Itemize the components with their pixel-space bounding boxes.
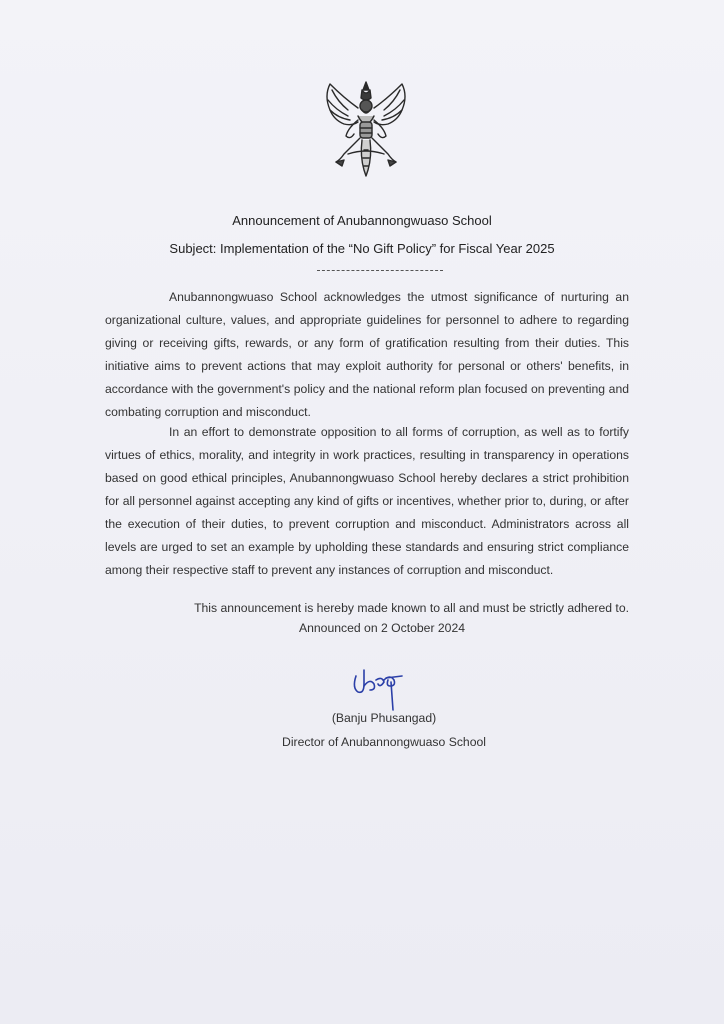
- title-divider: [317, 270, 443, 271]
- paragraph-1: Anubannongwuaso School acknowledges the utmost significance of nurturing an organizational culture, values, and appropriate guidelines for personnel to adhere to regarding giving or receiving gifts, rewards, or any form of gratification resulting from their duties. This initiative aims to prevent actions that may exploit authority for personal or others' benefits, in accordance with the government's policy and the national reform plan focused on preventing and combating corruption and misconduct.: [105, 290, 629, 419]
- document-title: Announcement of Anubannongwuaso School: [232, 213, 492, 228]
- document-subject: Subject: Implementation of the “No Gift Policy” for Fiscal Year 2025: [169, 241, 555, 256]
- paragraph-3: This announcement is hereby made known to all and must be strictly adhered to.: [194, 601, 629, 615]
- announcement-date: Announced on 2 October 2024: [298, 621, 465, 635]
- paragraph-2: In an effort to demonstrate opposition to all forms of corruption, as well as to fortify virtues of ethics, morality, and integrity in work practices, resulting in transparency in operations based on good ethical principles, Anubannongwuaso School hereby declares a strict prohibition for all personnel against accepting any kind of gifts or incentives, whether prior to, during, or after the execution of their duties, to prevent corruption and misconduct. Administrators across all levels are urged to set an example by upholding these standards and ensuring strict compliance among their respective staff to prevent any instances of corruption and misconduct.: [105, 425, 629, 577]
- handwritten-signature: [350, 666, 406, 712]
- garuda-emblem-icon: [318, 76, 414, 180]
- signer-position: Director of Anubannongwuaso School: [282, 735, 486, 749]
- signer-name: (Banju Phusangad): [331, 711, 437, 725]
